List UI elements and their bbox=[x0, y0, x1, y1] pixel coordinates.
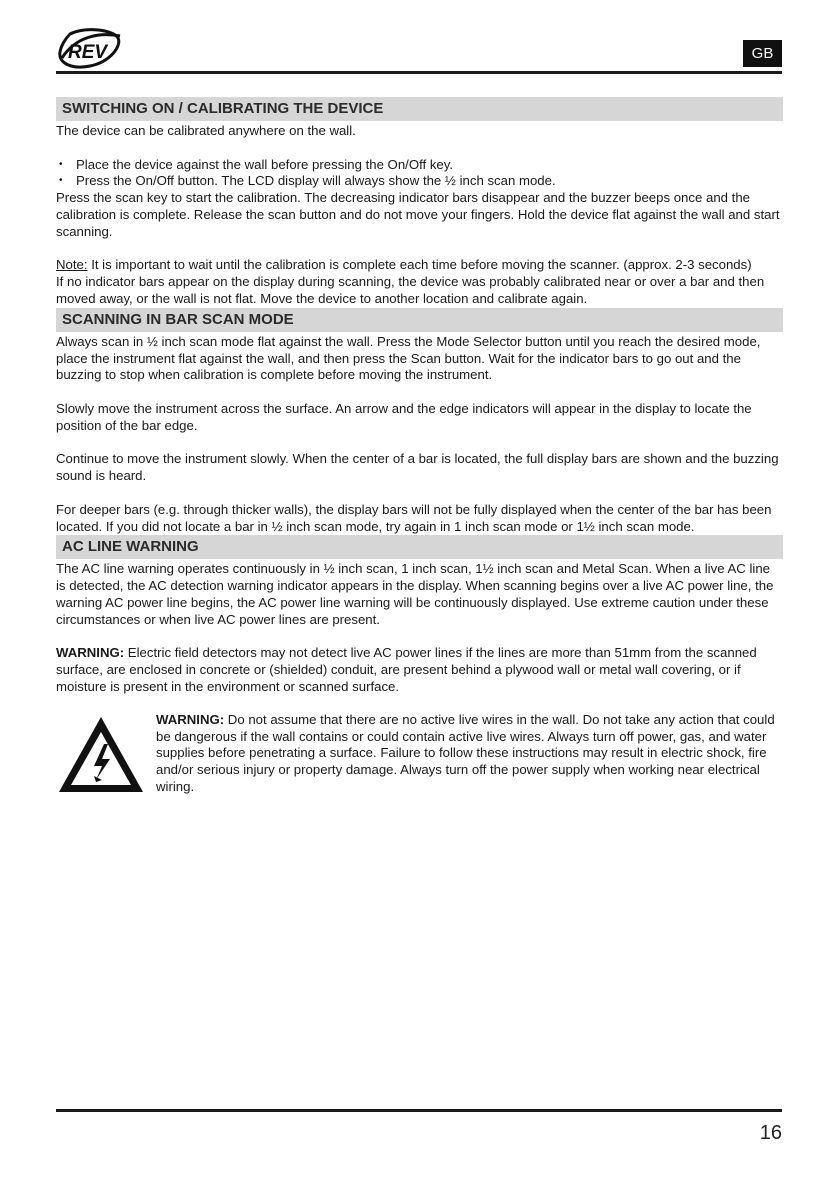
page-number: 16 bbox=[759, 1122, 782, 1144]
section-title-ac-line-warning: AC LINE WARNING bbox=[56, 535, 783, 559]
list-item: • Place the device against the wall before pressing the On/Off key. bbox=[56, 157, 783, 174]
warning-paragraph bbox=[56, 645, 783, 695]
language-badge: GB bbox=[743, 40, 782, 67]
note-paragraph bbox=[56, 257, 783, 274]
page-content bbox=[56, 97, 783, 799]
electrical-warning-block bbox=[56, 712, 783, 799]
bar-scan-paragraph: Slowly move the instrument across the surface. An arrow and the edge indicators will appear in the display to locate the position of the bar edge. bbox=[56, 400, 752, 433]
warning-label: WARNING: bbox=[156, 711, 225, 727]
high-voltage-warning-icon bbox=[56, 712, 156, 799]
bar-scan-paragraph: Continue to move the instrument slowly. When the center of a bar is located, the full display bars are shown and the buzzing sound is heard. bbox=[56, 451, 779, 484]
calibration-paragraph: Press the scan key to start the calibration. The decreasing indicator bars disappear and the buzzer beeps once and the calibration is complete. Release the scan button and do not move your fingers. Hold the device flat against the wall and start scanning. bbox=[56, 190, 780, 239]
section-title-switching-on: SWITCHING ON / CALIBRATING THE DEVICE bbox=[56, 97, 783, 121]
warning-text: Do not assume that there are no active live wires in the wall. Do not take any action that could be dangerous if the wall contains or could contain active live wires. Always turn off power, gas, and water supplies before penetrating a surface. Failure to follow these instructions may result in electric shock, fire and/or serious injury or property damage. Always turn off the power supply when working near electrical wiring. bbox=[156, 711, 775, 794]
ac-line-paragraph: The AC line warning operates continuously in ½ inch scan, 1 inch scan, 1½ inch scan and Metal Scan. When a live AC line is detected, the AC detection warning indicator appears in the display. When scanning begins over a live AC power line, the warning AC power line begins, the AC power line warning will be continuously displayed. Use extreme caution under these circumstances or when live AC power lines are present. bbox=[56, 561, 774, 627]
bar-scan-paragraph: Always scan in ½ inch scan mode flat against the wall. Press the Mode Selector button until you reach the desired mode, place the instrument flat against the wall, and then press the Scan button. Wait for the indicator bars to go out and the buzzing to stop when calibration is complete before moving the instrument. bbox=[56, 333, 761, 383]
electrical-warning-paragraph bbox=[156, 712, 783, 799]
svg-text:REV: REV bbox=[68, 42, 108, 63]
note-text: It is important to wait until the calibration is complete each time before moving the scanner. (approx. 2-3 seconds) bbox=[87, 257, 752, 273]
header-rule bbox=[56, 71, 782, 74]
note-label: Note: bbox=[56, 257, 88, 273]
warning-text: Electric field detectors may not detect live AC power lines if the lines are more than 51mm from the scanned surface, are enclosed in concrete or (shielded) conduit, are present behind a plywood wall or metal wall covering, or if moisture is present in the environment or scanned surface. bbox=[56, 645, 757, 694]
intro-text: The device can be calibrated anywhere on the wall. bbox=[56, 123, 356, 138]
list-item: • Press the On/Off button. The LCD display will always show the ½ inch scan mode. bbox=[56, 173, 783, 190]
warning-label: WARNING: bbox=[56, 645, 125, 661]
bullet-list bbox=[56, 157, 783, 191]
bar-scan-paragraph: For deeper bars (e.g. through thicker walls), the display bars will not be fully displayed when the center of the bar has been located. If you did not locate a bar in ½ inch scan mode, try again in 1 inch scan mode or 1½ inch scan mode. bbox=[56, 501, 772, 534]
section-title-bar-scan: SCANNING IN BAR SCAN MODE bbox=[56, 308, 783, 332]
footer-rule bbox=[56, 1109, 782, 1112]
rev-logo bbox=[56, 28, 124, 70]
no-bars-paragraph: If no indicator bars appear on the display during scanning, the device was probably calibrated near or over a bar and then moved away, or the wall is not flat. Move the device to another location and calibrate again. bbox=[56, 274, 765, 306]
